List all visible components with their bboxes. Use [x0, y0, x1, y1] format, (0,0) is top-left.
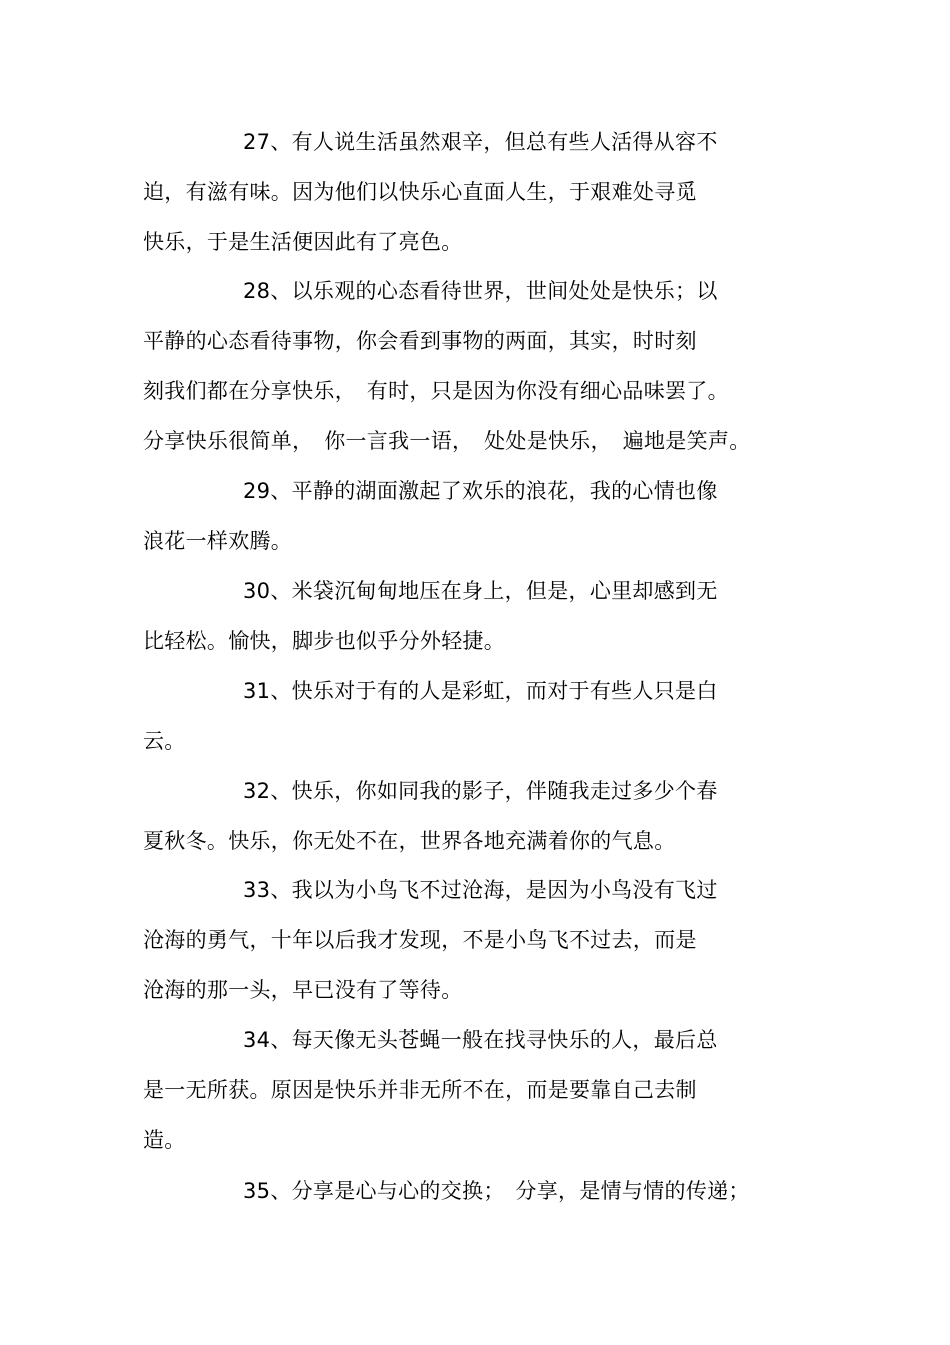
paragraph-28-line-1: 28、以乐观的心态看待世界，世间处处是快乐；以 [243, 279, 718, 303]
paragraph-27-line-2: 迫，有滋有味。因为他们以快乐心直面人生，于艰难处寻觅 [143, 180, 697, 204]
paragraph-28-line-4: 分享快乐很简单， 你一言我一语， 处处是快乐， 遍地是笑声。 [143, 429, 751, 453]
paragraph-34-line-1: 34、每天像无头苍蝇一般在找寻快乐的人，最后总 [243, 1028, 718, 1052]
paragraph-35-line-1: 35、分享是心与心的交换； 分享，是情与情的传递； [243, 1179, 750, 1203]
paragraph-27-line-1: 27、有人说生活虽然艰辛，但总有些人活得从容不 [243, 130, 718, 154]
paragraph-30-line-1: 30、米袋沉甸甸地压在身上，但是，心里却感到无 [243, 579, 718, 603]
paragraph-34-line-2: 是一无所获。原因是快乐并非无所不在，而是要靠自己去制 [143, 1078, 697, 1102]
paragraph-29-line-2: 浪花一样欢腾。 [143, 529, 293, 553]
paragraph-33-line-3: 沧海的那一头，早已没有了等待。 [143, 978, 463, 1002]
paragraph-33-line-1: 33、我以为小鸟飞不过沧海，是因为小鸟没有飞过 [243, 878, 718, 902]
paragraph-29-line-1: 29、平静的湖面激起了欢乐的浪花，我的心情也像 [243, 479, 718, 503]
paragraph-30-line-2: 比轻松。愉快，脚步也似乎分外轻捷。 [143, 629, 506, 653]
paragraph-28-line-3: 刻我们都在分享快乐， 有时，只是因为你没有细心品味罢了。 [143, 379, 729, 403]
paragraph-33-line-2: 沧海的勇气，十年以后我才发现，不是小鸟飞不过去，而是 [143, 928, 697, 952]
paragraph-31-line-1: 31、快乐对于有的人是彩虹，而对于有些人只是白 [243, 679, 718, 703]
paragraph-27-line-3: 快乐，于是生活便因此有了亮色。 [143, 230, 463, 254]
paragraph-28-line-2: 平静的心态看待事物，你会看到事物的两面，其实，时时刻 [143, 329, 697, 353]
paragraph-31-line-2: 云。 [143, 729, 186, 753]
paragraph-32-line-2: 夏秋冬。快乐，你无处不在，世界各地充满着你的气息。 [143, 829, 676, 853]
paragraph-34-line-3: 造。 [143, 1128, 186, 1152]
paragraph-32-line-1: 32、快乐，你如同我的影子，伴随我走过多少个春 [243, 779, 718, 803]
